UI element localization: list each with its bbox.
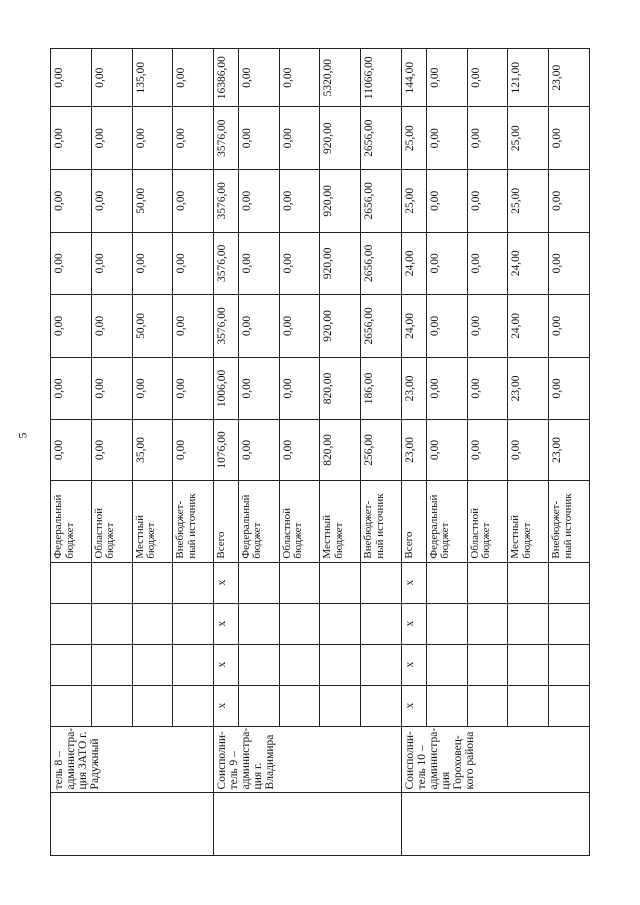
amount-cell: 0,00: [426, 420, 467, 480]
empty-cell: [426, 603, 467, 644]
empty-cell: [173, 603, 214, 644]
empty-cell: [361, 603, 402, 644]
empty-cell: [238, 603, 279, 644]
amount-cell: 920,00: [320, 295, 361, 358]
amount-cell: 24,00: [508, 232, 549, 295]
amount-cell: 0,00: [173, 295, 214, 358]
mark-cell: [51, 685, 92, 726]
amount-cell: 820,00: [320, 420, 361, 480]
amount-cell: 0,00: [467, 232, 508, 295]
amount-cell: 0,00: [173, 49, 214, 107]
empty-cell: [549, 685, 590, 726]
empty-cell: [238, 562, 279, 603]
amount-cell: 2656,00: [361, 107, 402, 170]
empty-cell: [320, 644, 361, 685]
amount-cell: 0,00: [279, 49, 320, 107]
amount-cell: 24,00: [402, 295, 427, 358]
mark-cell: x: [402, 685, 427, 726]
amount-cell: 25,00: [402, 107, 427, 170]
amount-cell: 0,00: [426, 169, 467, 232]
amount-cell: 0,00: [173, 420, 214, 480]
amount-cell: 0,00: [132, 232, 173, 295]
amount-cell: 23,00: [508, 357, 549, 420]
amount-cell: 0,00: [426, 295, 467, 358]
amount-cell: 256,00: [361, 420, 402, 480]
amount-cell: 23,00: [402, 357, 427, 420]
mark-cell: [51, 562, 92, 603]
empty-cell: [426, 562, 467, 603]
funding-source-cell: Местный бюджет: [508, 480, 549, 562]
amount-cell: 25,00: [508, 169, 549, 232]
amount-cell: 920,00: [320, 232, 361, 295]
budget-table-body: [51, 49, 590, 856]
amount-cell: 2656,00: [361, 232, 402, 295]
empty-cell: [238, 644, 279, 685]
amount-cell: 2656,00: [361, 169, 402, 232]
empty-cell: [508, 685, 549, 726]
amount-cell: 50,00: [132, 169, 173, 232]
empty-cell: [320, 685, 361, 726]
amount-cell: 0,00: [467, 295, 508, 358]
amount-cell: 0,00: [51, 420, 92, 480]
empty-cell: [132, 562, 173, 603]
empty-cell: [361, 562, 402, 603]
empty-cell: [426, 644, 467, 685]
amount-cell: 0,00: [91, 232, 132, 295]
executor-cell: Соисполни-тель 9 – администра-ция г. Владимира: [214, 726, 402, 793]
amount-cell: 0,00: [467, 49, 508, 107]
empty-cell: [279, 685, 320, 726]
table-row: [402, 49, 427, 856]
empty-cell: [91, 644, 132, 685]
amount-cell: 0,00: [549, 232, 590, 295]
empty-cell: [173, 685, 214, 726]
amount-cell: 0,00: [467, 420, 508, 480]
funding-source-cell: Всего: [214, 480, 239, 562]
mark-cell: x: [214, 603, 239, 644]
amount-cell: 35,00: [132, 420, 173, 480]
amount-cell: 920,00: [320, 169, 361, 232]
amount-cell: 186,00: [361, 357, 402, 420]
amount-cell: 1076,00: [214, 420, 239, 480]
amount-cell: 0,00: [549, 295, 590, 358]
empty-cell: [279, 603, 320, 644]
empty-cell: [320, 562, 361, 603]
funding-source-cell: Федеральный бюджет: [426, 480, 467, 562]
amount-cell: 3576,00: [214, 232, 239, 295]
amount-cell: 0,00: [173, 169, 214, 232]
mark-cell: x: [214, 644, 239, 685]
amount-cell: 0,00: [549, 107, 590, 170]
mark-cell: x: [402, 644, 427, 685]
funding-source-cell: Федеральный бюджет: [51, 480, 92, 562]
empty-cell: [279, 562, 320, 603]
amount-cell: 0,00: [426, 232, 467, 295]
amount-cell: 0,00: [91, 420, 132, 480]
empty-cell: [426, 685, 467, 726]
amount-cell: 135,00: [132, 49, 173, 107]
empty-cell: [361, 644, 402, 685]
amount-cell: 3576,00: [214, 107, 239, 170]
amount-cell: 0,00: [51, 169, 92, 232]
amount-cell: 0,00: [51, 49, 92, 107]
amount-cell: 0,00: [132, 107, 173, 170]
table-row: [51, 49, 92, 856]
amount-cell: 0,00: [51, 232, 92, 295]
amount-cell: 24,00: [402, 232, 427, 295]
amount-cell: 0,00: [279, 107, 320, 170]
budget-table: [50, 48, 590, 856]
funding-source-cell: Федеральный бюджет: [238, 480, 279, 562]
amount-cell: 0,00: [173, 232, 214, 295]
mark-cell: [51, 603, 92, 644]
amount-cell: 0,00: [238, 420, 279, 480]
amount-cell: 0,00: [91, 169, 132, 232]
amount-cell: 5320,00: [320, 49, 361, 107]
amount-cell: 0,00: [173, 357, 214, 420]
empty-cell: [132, 603, 173, 644]
empty-cell: [132, 685, 173, 726]
amount-cell: 0,00: [426, 49, 467, 107]
funding-source-cell: Внебюджет-ный источник: [173, 480, 214, 562]
empty-cell: [361, 685, 402, 726]
amount-cell: 0,00: [91, 357, 132, 420]
amount-cell: 0,00: [549, 169, 590, 232]
empty-cell: [402, 793, 590, 856]
funding-source-cell: Областной бюджет: [279, 480, 320, 562]
table-row: [214, 49, 239, 856]
amount-cell: 0,00: [132, 357, 173, 420]
amount-cell: 11066,00: [361, 49, 402, 107]
mark-cell: x: [214, 562, 239, 603]
empty-cell: [508, 562, 549, 603]
amount-cell: 0,00: [91, 49, 132, 107]
empty-cell: [91, 685, 132, 726]
amount-cell: 0,00: [508, 420, 549, 480]
amount-cell: 0,00: [91, 107, 132, 170]
page-number: 5: [15, 432, 30, 439]
amount-cell: 0,00: [426, 107, 467, 170]
amount-cell: 0,00: [91, 295, 132, 358]
amount-cell: 3576,00: [214, 295, 239, 358]
mark-cell: [51, 644, 92, 685]
amount-cell: 0,00: [238, 107, 279, 170]
amount-cell: 2656,00: [361, 295, 402, 358]
mark-cell: x: [402, 603, 427, 644]
amount-cell: 16386,00: [214, 49, 239, 107]
empty-cell: [320, 603, 361, 644]
empty-cell: [467, 562, 508, 603]
amount-cell: 0,00: [238, 232, 279, 295]
rotated-table-area: [50, 48, 590, 856]
amount-cell: 0,00: [51, 357, 92, 420]
empty-cell: [508, 603, 549, 644]
funding-source-cell: Областной бюджет: [467, 480, 508, 562]
amount-cell: 0,00: [279, 169, 320, 232]
amount-cell: 24,00: [508, 295, 549, 358]
amount-cell: 0,00: [549, 357, 590, 420]
amount-cell: 0,00: [279, 295, 320, 358]
amount-cell: 23,00: [402, 420, 427, 480]
amount-cell: 50,00: [132, 295, 173, 358]
amount-cell: 25,00: [402, 169, 427, 232]
amount-cell: 0,00: [279, 420, 320, 480]
empty-cell: [132, 644, 173, 685]
mark-cell: x: [402, 562, 427, 603]
funding-source-cell: Областной бюджет: [91, 480, 132, 562]
empty-cell: [279, 644, 320, 685]
funding-source-cell: Внебюджет-ный источник: [361, 480, 402, 562]
amount-cell: 0,00: [238, 357, 279, 420]
amount-cell: 0,00: [467, 107, 508, 170]
amount-cell: 144,00: [402, 49, 427, 107]
amount-cell: 0,00: [51, 107, 92, 170]
executor-cell: Соисполни-тель 10 – администра-ция Гороховец-кого района: [402, 726, 590, 793]
empty-cell: [467, 603, 508, 644]
empty-cell: [173, 644, 214, 685]
amount-cell: 0,00: [238, 295, 279, 358]
amount-cell: 0,00: [238, 49, 279, 107]
funding-source-cell: Местный бюджет: [320, 480, 361, 562]
amount-cell: 0,00: [426, 357, 467, 420]
empty-cell: [214, 793, 402, 856]
amount-cell: 0,00: [173, 107, 214, 170]
empty-cell: [549, 644, 590, 685]
executor-cell: тель 8 – администра-ция ЗАТО г. Радужный: [51, 726, 214, 793]
empty-cell: [467, 644, 508, 685]
amount-cell: 820,00: [320, 357, 361, 420]
amount-cell: 0,00: [279, 232, 320, 295]
amount-cell: 23,00: [549, 49, 590, 107]
amount-cell: 0,00: [51, 295, 92, 358]
funding-source-cell: Местный бюджет: [132, 480, 173, 562]
amount-cell: 23,00: [549, 420, 590, 480]
empty-cell: [91, 603, 132, 644]
amount-cell: 920,00: [320, 107, 361, 170]
amount-cell: 0,00: [467, 169, 508, 232]
empty-cell: [549, 562, 590, 603]
empty-cell: [508, 644, 549, 685]
empty-cell: [91, 562, 132, 603]
mark-cell: x: [214, 685, 239, 726]
amount-cell: 0,00: [279, 357, 320, 420]
funding-source-cell: Всего: [402, 480, 427, 562]
amount-cell: 0,00: [238, 169, 279, 232]
empty-cell: [238, 685, 279, 726]
empty-cell: [173, 562, 214, 603]
empty-cell: [549, 603, 590, 644]
empty-cell: [467, 685, 508, 726]
amount-cell: 121,00: [508, 49, 549, 107]
amount-cell: 0,00: [467, 357, 508, 420]
amount-cell: 1006,00: [214, 357, 239, 420]
amount-cell: 25,00: [508, 107, 549, 170]
amount-cell: 3576,00: [214, 169, 239, 232]
funding-source-cell: Внебюджет-ный источник: [549, 480, 590, 562]
empty-cell: [51, 793, 214, 856]
